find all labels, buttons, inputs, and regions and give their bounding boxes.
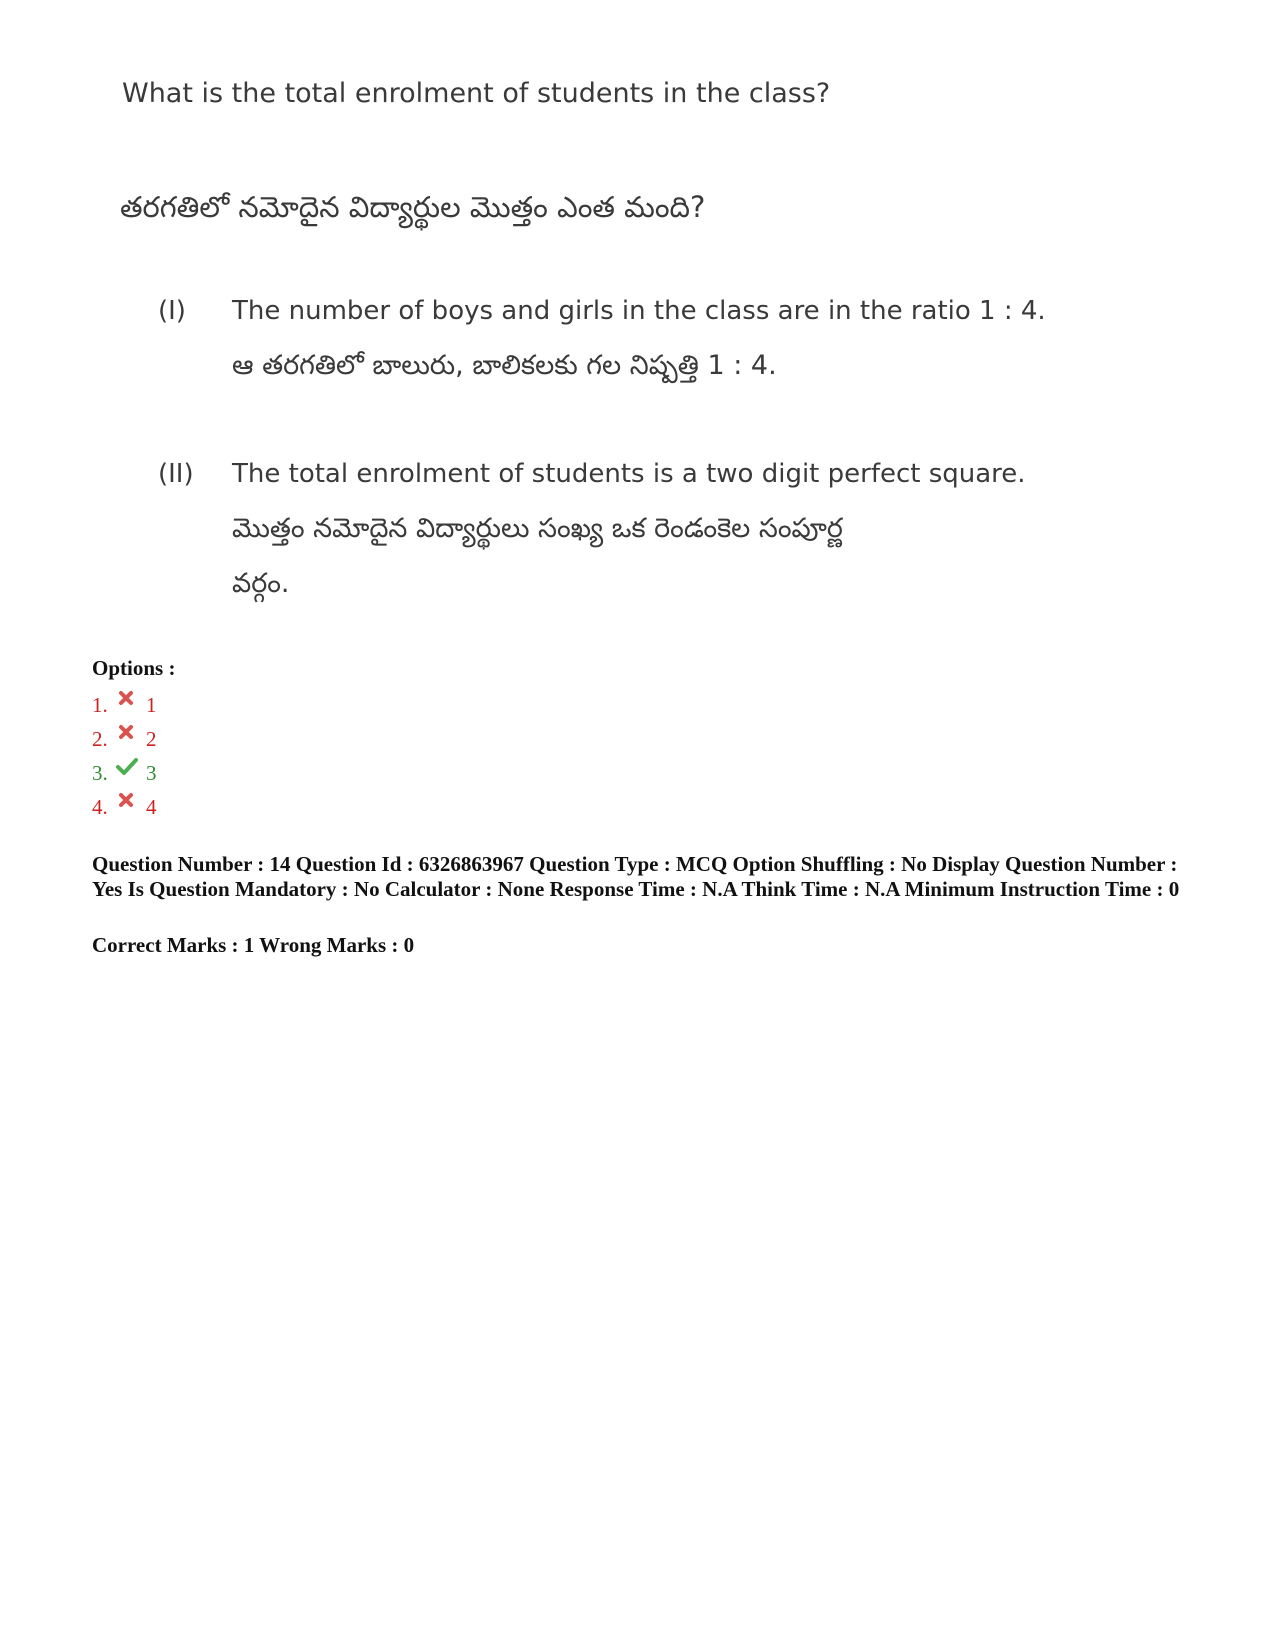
question-image: [0, 0, 1275, 650]
statement-2-telugu-line1: మొత్తం నమోదైన విద్యార్థులు సంఖ్య ఒక రెండంకెల సంపూర్ణ: [232, 513, 843, 544]
option-number: 3.: [92, 761, 108, 785]
statement-2-telugu-line2: వర్గం.: [232, 568, 290, 599]
option-text: 1: [146, 693, 157, 717]
question-metadata: Question Number : 14 Question Id : 6326863967 Question Type : MCQ Option Shuffling : No Display Question Number : Yes Is Question Mandatory : No Calculator : None Response Time : N.A Think Time : N.A Minimum Instruction Time : 0: [92, 852, 1180, 901]
question-text-telugu: తరగతిలో నమోదైన విద్యార్థుల మొత్తం ఎంత మంది?: [120, 190, 706, 224]
option-text: 3: [146, 761, 157, 785]
marks-info: Correct Marks : 1 Wrong Marks : 0: [92, 933, 415, 957]
cross-icon: [116, 687, 138, 711]
options-list: [92, 688, 157, 824]
option-3: [92, 756, 157, 790]
option-number: 4.: [92, 795, 108, 819]
statement-2-english: The total enrolment of students is a two digit perfect square.: [232, 459, 1026, 489]
option-text: 2: [146, 727, 157, 751]
check-icon: [116, 755, 138, 779]
option-number: 1.: [92, 693, 108, 717]
statement-1-number: (I): [158, 296, 186, 326]
cross-icon: [116, 789, 138, 813]
option-number: 2.: [92, 727, 108, 751]
statement-1-telugu: ఆ తరగతిలో బాలురు, బాలికలకు గల నిష్పత్తి 1 : 4.: [232, 350, 777, 381]
cross-icon: [116, 721, 138, 745]
statement-2-number: (II): [158, 459, 194, 489]
options-heading: Options :: [92, 656, 176, 680]
statement-1-english: The number of boys and girls in the class are in the ratio 1 : 4.: [232, 296, 1046, 326]
option-text: 4: [146, 795, 157, 819]
option-4: [92, 790, 157, 824]
option-1: [92, 688, 157, 722]
option-2: [92, 722, 157, 756]
question-text-english: What is the total enrolment of students in the class?: [122, 78, 831, 109]
